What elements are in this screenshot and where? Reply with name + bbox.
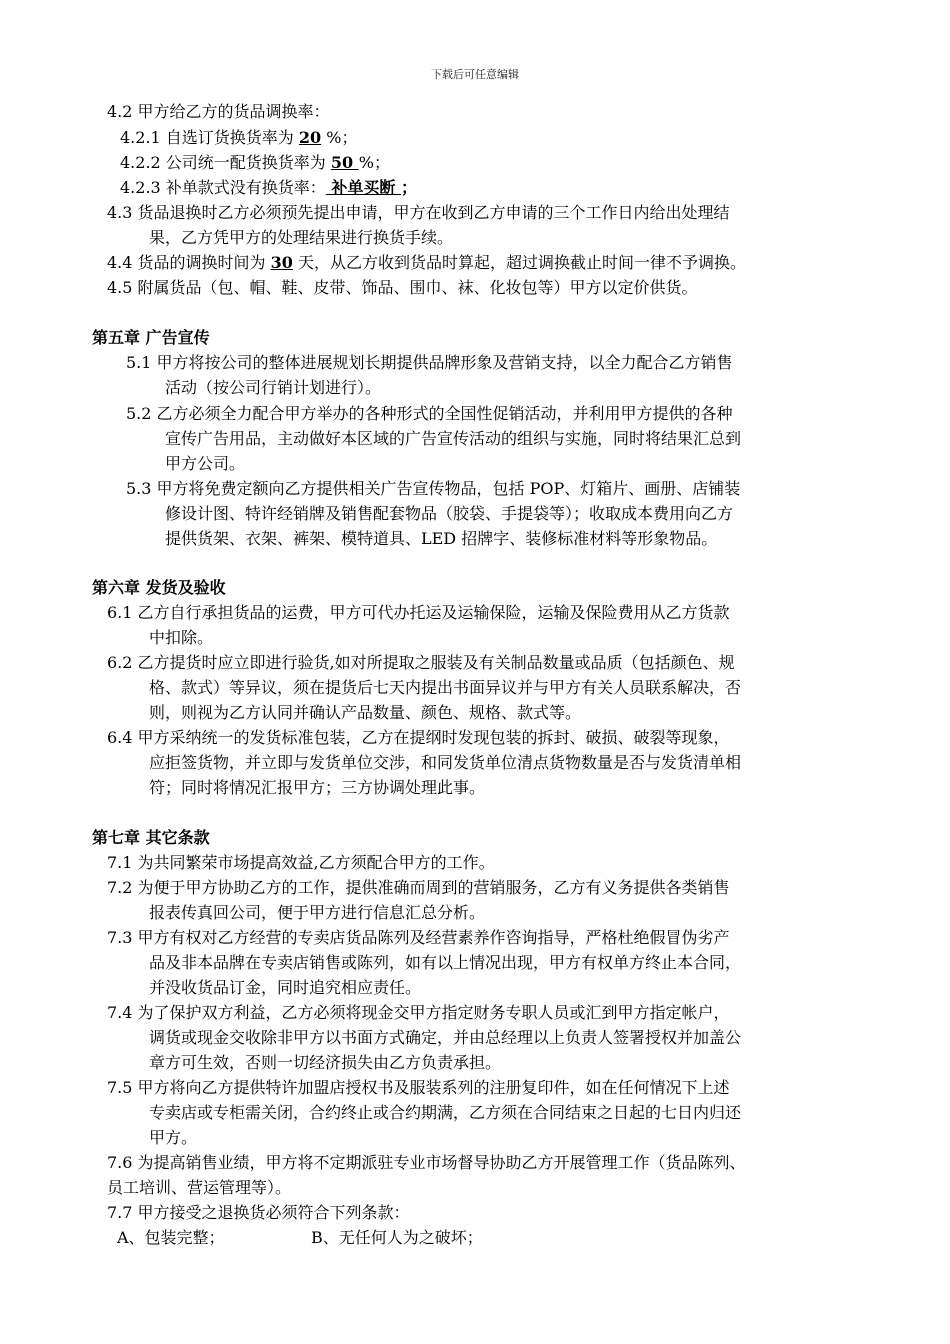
buyout-value: 补单买断	[325, 178, 401, 197]
clause-7-5: 7.5 甲方将向乙方提供特许加盟店授权书及服装系列的注册复印件，如在任何情况下上述	[107, 1078, 730, 1097]
clause-4-3-cont: 果，乙方凭甲方的处理结果进行换货手续。	[149, 228, 454, 247]
clause-7-4-cont: 章方可生效，否则一切经济损失由乙方负责承担。	[149, 1053, 502, 1072]
clause-5-3-cont: 提供货架、衣架、裤架、模特道具、LED 招牌字、装修标准材料等形象物品。	[165, 529, 718, 548]
clause-4-4	[107, 253, 746, 273]
clause-7-5-cont: 甲方。	[149, 1128, 198, 1147]
chapter-5-title: 第五章 广告宣传	[92, 328, 210, 347]
clause-5-2: 5.2 乙方必须全力配合甲方举办的各种形式的全国性促销活动，并利用甲方提供的各种	[126, 404, 733, 423]
exchange-days-value: 30	[270, 253, 293, 272]
clause-7-3-cont: 并没收货品订金，同时追究相应责任。	[149, 978, 422, 997]
clause-7-3-cont: 品及非本品牌在专卖店销售或陈列，如有以上情况出现，甲方有权单方终止本合同，	[149, 953, 742, 972]
clause-6-1: 6.1 乙方自行承担货品的运费，甲方可代办托运及运输保险，运输及保险费用从乙方货款	[107, 603, 730, 622]
clause-6-1-cont: 中扣除。	[149, 628, 214, 647]
clause-6-4-cont: 应拒签货物，并立即与发货单位交涉，和同发货单位清点货物数量是否与发货清单相	[149, 753, 742, 772]
clause-5-2-cont: 甲方公司。	[165, 454, 246, 473]
clause-4-3: 4.3 货品退换时乙方必须预先提出申请，甲方在收到乙方申请的三个工作日内给出处理结	[107, 203, 730, 222]
clause-5-3: 5.3 甲方将免费定额向乙方提供相关广告宣传物品，包括 POP、灯箱片、画册、店铺装	[126, 479, 741, 498]
clause-text: 天，从乙方收到货品时算起，超过调换截止时间一律不予调换。	[292, 253, 746, 272]
clause-4-2-2	[120, 153, 390, 173]
clause-text: ；	[400, 178, 417, 197]
clause-7-6: 7.6 为提高销售业绩，甲方将不定期派驻专业市场督导协助乙方开展管理工作（货品陈列、	[107, 1153, 746, 1172]
clause-7-2-cont: 报表传真回公司，便于甲方进行信息汇总分析。	[149, 903, 486, 922]
clause-7-4: 7.4 为了保护双方利益，乙方必须将现金交甲方指定财务专职人员或汇到甲方指定帐户，	[107, 1003, 730, 1022]
clause-7-3: 7.3 甲方有权对乙方经营的专卖店货品陈列及经营素养作咨询指导，严格杜绝假冒伪劣产	[107, 928, 730, 947]
clause-4-2-1	[120, 128, 357, 148]
clause-text: 4.2.3 补单款式没有换货率：	[120, 178, 326, 197]
exchange-rate-value: 50	[330, 153, 359, 172]
clause-5-2-cont: 宣传广告用品，主动做好本区域的广告宣传活动的组织与实施，同时将结果汇总到	[165, 429, 742, 448]
clause-6-2: 6.2 乙方提货时应立即进行验货,如对所提取之服装及有关制品数量或品质（包括颜色、规	[107, 653, 735, 672]
clause-text: %；	[358, 153, 390, 172]
clause-5-3-cont: 修设计图、特许经销牌及销售配套物品（胶袋、手提袋等）；收取成本费用向乙方	[165, 504, 734, 523]
clause-6-2-cont: 格、款式）等异议，须在提货后七天内提出书面异议并与甲方有关人员联系解决，否	[149, 678, 742, 697]
chapter-6-title: 第六章 发货及验收	[92, 578, 226, 597]
clause-6-4: 6.4 甲方采纳统一的发货标准包装，乙方在提纲时发现包装的拆封、破损、破裂等现象，	[107, 728, 730, 747]
page-header: 下载后可任意编辑	[431, 68, 519, 81]
clause-7-7: 7.7 甲方接受之退换货必须符合下列条款：	[107, 1203, 410, 1222]
clause-4-2-3	[120, 178, 417, 198]
chapter-7-title: 第七章 其它条款	[92, 828, 210, 847]
clause-text: 4.4 货品的调换时间为	[107, 253, 271, 272]
clause-text: %；	[321, 128, 358, 147]
clause-text: 4.2.1 自选订货换货率为	[120, 128, 299, 147]
clause-4-5: 4.5 附属货品（包、帽、鞋、皮带、饰品、围巾、袜、化妆包等）甲方以定价供货。	[107, 278, 698, 297]
clause-7-4-cont: 调货或现金交收除非甲方以书面方式确定，并由总经理以上负责人签署授权并加盖公	[149, 1028, 742, 1047]
clause-7-2: 7.2 为便于甲方协助乙方的工作，提供准确而周到的营销服务，乙方有义务提供各类销售	[107, 878, 730, 897]
clause-4-2: 4.2 甲方给乙方的货品调换率：	[107, 102, 330, 121]
clause-7-6-cont: 员工培训、营运管理等）。	[107, 1178, 292, 1197]
clause-7-5-cont: 专卖店或专柜需关闭，合约终止或合约期满，乙方须在合同结束之日起的七日内归还	[149, 1103, 742, 1122]
condition-b: B、无任何人为之破坏；	[311, 1228, 483, 1247]
clause-6-2-cont: 则，则视为乙方认同并确认产品数量、颜色、规格、款式等。	[149, 703, 582, 722]
clause-text: 4.2.2 公司统一配货换货率为	[120, 153, 331, 172]
clause-6-4-cont: 符；同时将情况汇报甲方；三方协调处理此事。	[149, 778, 486, 797]
exchange-rate-value: 20	[298, 128, 322, 147]
clause-5-1-cont: 活动（按公司行销计划进行）。	[165, 378, 382, 397]
condition-a: A、包装完整；	[117, 1228, 225, 1247]
clause-7-1: 7.1 为共同繁荣市场提高效益,乙方须配合甲方的工作。	[107, 853, 495, 872]
clause-5-1: 5.1 甲方将按公司的整体进展规划长期提供品牌形象及营销支持，以全力配合乙方销售	[126, 353, 733, 372]
